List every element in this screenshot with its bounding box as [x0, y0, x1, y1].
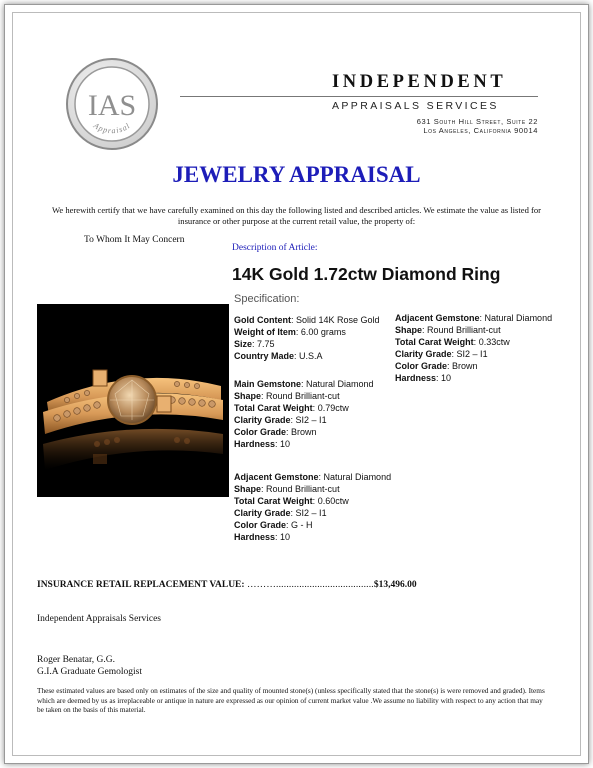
- spec-row: Color Grade: Brown: [395, 361, 478, 371]
- spec-row: Total Carat Weight: 0.60ctw: [234, 496, 349, 506]
- company-name: INDEPENDENT: [332, 72, 507, 92]
- spec-row: Country Made: U.S.A: [234, 351, 323, 361]
- description-label: Description of Article:: [232, 243, 318, 253]
- spec-main-gemstone: [234, 378, 374, 450]
- insurance-value-line: [37, 580, 417, 590]
- ias-logo-icon: [64, 56, 160, 152]
- company-address: [300, 117, 538, 135]
- header-rule: [180, 96, 538, 97]
- spec-row: Adjacent Gemstone: Natural Diamond: [395, 313, 553, 323]
- logo-ring-text: Appraisal: [91, 120, 133, 136]
- spec-row: Gold Content: Solid 14K Rose Gold: [234, 315, 380, 325]
- page-title: JEWELRY APPRAISAL: [172, 162, 421, 187]
- property-owner: To Whom It May Concern: [84, 235, 185, 245]
- certification-text: We herewith certify that we have carefully examined on this day the following listed and described articles. We estimate the value as listed for insurance or other purpose at the current retail value, the property of:: [51, 205, 542, 226]
- ias-logo: [64, 56, 160, 152]
- spec-row: Total Carat Weight: 0.79ctw: [234, 403, 349, 413]
- address-line-2: Los Angeles, California 90014: [423, 126, 538, 135]
- spec-adjacent-gemstone-2: [395, 312, 552, 384]
- spec-row: Clarity Grade: SI2 – I1: [395, 349, 488, 359]
- spec-row: Shape: Round Brilliant-cut: [395, 325, 501, 335]
- spec-row: Hardness: 10: [395, 373, 452, 383]
- spec-row: Color Grade: G - H: [234, 520, 313, 530]
- signer-name: Roger Benatar, G.G.: [37, 655, 115, 665]
- address-line-1: 631 South Hill Street, Suite 22: [416, 117, 538, 126]
- spec-row: Shape: Round Brilliant-cut: [234, 391, 340, 401]
- appraiser-company: Independent Appraisals Services: [37, 614, 161, 624]
- disclaimer: These estimated values are based only on estimates of the size and quality of mounted stone(s) (unless specifically stated that the stone(s) is were removed and graded). Items which are deemed by us as irreplaceable or antique in nature are expressed as our opinion of current market value .We assume no liability with respect to any action that may be taken on the basis of this material.: [37, 686, 545, 715]
- insurance-value: $13,496.00: [373, 580, 417, 590]
- ring-photo: [37, 304, 229, 497]
- logo-monogram: IAS: [87, 89, 137, 122]
- spec-row: Total Carat Weight: 0.33ctw: [395, 337, 510, 347]
- spec-row: Color Grade: Brown: [234, 427, 317, 437]
- company-subtitle: APPRAISALS SERVICES: [332, 100, 499, 112]
- signer-title: G.I.A Graduate Gemologist: [37, 667, 143, 677]
- spec-row: Main Gemstone: Natural Diamond: [234, 379, 374, 389]
- specification-label: Specification:: [234, 293, 300, 305]
- spec-row: Size: 7.75: [234, 339, 275, 349]
- article-title: 14K Gold 1.72ctw Diamond Ring: [232, 264, 501, 284]
- insurance-label: INSURANCE RETAIL REPLACEMENT VALUE:: [37, 580, 245, 590]
- insurance-dots: ………......................................: [246, 580, 374, 590]
- diamond-ring-image: [37, 304, 229, 497]
- spec-row: Clarity Grade: SI2 – I1: [234, 508, 327, 518]
- spec-row: Clarity Grade: SI2 – I1: [234, 415, 327, 425]
- spec-row: Adjacent Gemstone: Natural Diamond: [234, 472, 392, 482]
- spec-row: Shape: Round Brilliant-cut: [234, 484, 340, 494]
- spec-row: Hardness: 10: [234, 439, 291, 449]
- spec-row: Weight of Item: 6.00 grams: [234, 327, 346, 337]
- spec-row: Hardness: 10: [234, 532, 291, 542]
- spec-general: [234, 314, 380, 362]
- spec-adjacent-gemstone-1: [234, 471, 391, 543]
